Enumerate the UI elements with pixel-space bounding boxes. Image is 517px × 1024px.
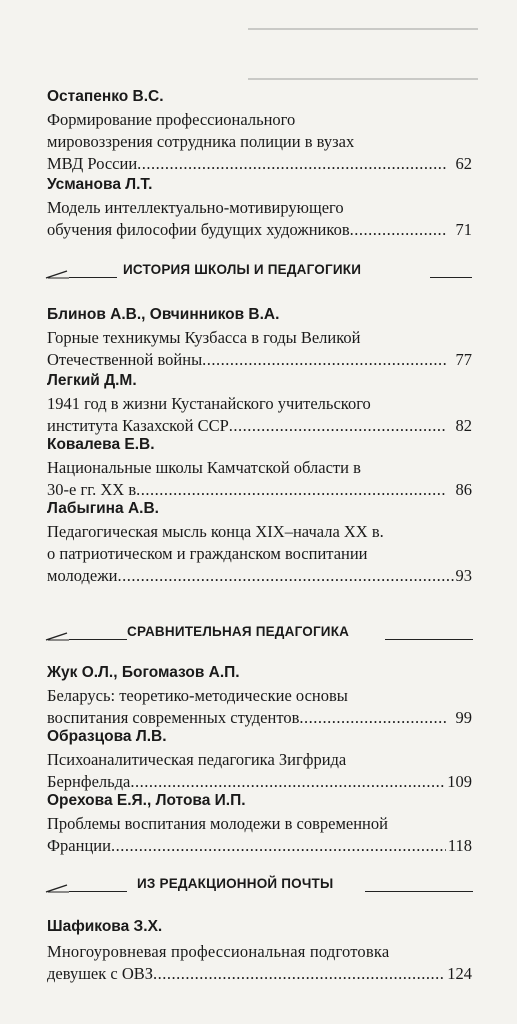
section-rule xyxy=(365,891,473,892)
section-rule xyxy=(69,639,127,640)
entry-author: Ковалева Е.В. xyxy=(47,436,155,453)
section-rule xyxy=(430,277,472,278)
entry-page-number: 86 xyxy=(455,480,472,499)
leader-dots xyxy=(117,566,453,586)
entry-title-line: 1941 год в жизни Кустанайского учительского xyxy=(47,394,371,413)
entry-title-line: Педагогическая мысль конца XIX–начала XX в. xyxy=(47,522,384,541)
entry-title-end: обучения философии будущих художников xyxy=(47,220,350,239)
entry-page-number: 124 xyxy=(447,964,472,983)
leader-dots xyxy=(136,480,445,500)
entry-title-end: МВД России xyxy=(47,154,138,173)
entry-title-line: Горные техникумы Кузбасса в годы Великой xyxy=(47,328,361,347)
entry-title-line: мировоззрения сотрудника полиции в вузах xyxy=(47,132,355,151)
entry-author: Жук О.Л., Богомазов А.П. xyxy=(47,664,240,681)
entry-title-end: Бернфельда xyxy=(47,772,131,791)
leader-dots xyxy=(153,964,445,984)
entry-last-line xyxy=(47,480,472,500)
entry-page-number: 77 xyxy=(455,350,472,369)
leader-dots xyxy=(350,220,446,240)
entry-last-line xyxy=(47,566,472,586)
entry-author: Лабыгина А.В. xyxy=(47,500,159,517)
entry-title-line: Проблемы воспитания молодежи в современной xyxy=(47,814,388,833)
entry-title-end: 30-е гг. XX в xyxy=(47,480,137,499)
entry-title-line: Беларусь: теоретико-методические основы xyxy=(47,686,348,705)
entry-last-line xyxy=(47,836,472,856)
entry-page-number: 109 xyxy=(447,772,472,791)
entry-last-line xyxy=(47,350,472,370)
leader-dots xyxy=(111,836,446,856)
entry-author: Легкий Д.М. xyxy=(47,372,137,389)
entry-page-number: 62 xyxy=(455,154,472,173)
entry-title-line: о патриотическом и гражданском воспитании xyxy=(47,544,368,563)
entry-last-line xyxy=(47,708,472,728)
entry-last-line xyxy=(47,416,472,436)
entry-author: Образцова Л.В. xyxy=(47,728,167,745)
leader-dots xyxy=(299,708,445,728)
entry-title-end: института Казахской ССР xyxy=(47,416,229,435)
entry-last-line xyxy=(47,964,472,984)
entry-title-end: Франции xyxy=(47,836,111,855)
entry-last-line xyxy=(47,220,472,240)
entry-author: Шафикова З.Х. xyxy=(47,918,163,935)
entry-last-line xyxy=(47,772,472,792)
section-header xyxy=(45,262,475,282)
section-rule xyxy=(69,277,117,278)
pen-icon xyxy=(45,630,69,642)
section-header xyxy=(45,624,475,644)
section-header xyxy=(45,876,475,896)
leader-dots xyxy=(202,350,445,370)
pen-icon xyxy=(45,882,69,894)
entry-title-end: молодежи xyxy=(47,566,118,585)
entry-title-line: Формирование профессионального xyxy=(47,110,296,129)
leader-dots xyxy=(229,416,446,436)
section-title: ИСТОРИЯ ШКОЛЫ И ПЕДАГОГИКИ xyxy=(123,262,362,277)
entry-title-end: девушек с ОВЗ xyxy=(47,964,154,983)
section-title: СРАВНИТЕЛЬНАЯ ПЕДАГОГИКА xyxy=(127,624,350,639)
section-rule xyxy=(69,891,127,892)
entry-page-number: 93 xyxy=(455,566,472,585)
entry-author: Усманова Л.Т. xyxy=(47,176,153,193)
entry-title-line: Психоаналитическая педагогика Зигфрида xyxy=(47,750,347,769)
section-title: ИЗ РЕДАКЦИОННОЙ ПОЧТЫ xyxy=(137,876,334,891)
entry-title-line: Национальные школы Камчатской области в xyxy=(47,458,361,477)
leader-dots xyxy=(137,154,445,174)
entry-title-end: воспитания современных студентов xyxy=(47,708,300,727)
entry-title-line: Многоуровневая профессиональная подготовка xyxy=(47,942,390,961)
entry-author: Блинов А.В., Овчинников В.А. xyxy=(47,306,280,323)
pen-icon xyxy=(45,268,69,280)
entry-last-line xyxy=(47,154,472,174)
entry-author: Орехова Е.Я., Лотова И.П. xyxy=(47,792,246,809)
entry-title-line: Модель интеллектуально-мотивирующего xyxy=(47,198,344,217)
entry-page-number: 99 xyxy=(455,708,472,727)
entry-page-number: 82 xyxy=(455,416,472,435)
entry-page-number: 71 xyxy=(455,220,472,239)
leader-dots xyxy=(130,772,445,792)
section-rule xyxy=(385,639,473,640)
entry-page-number: 118 xyxy=(447,836,472,855)
entry-author: Остапенко В.С. xyxy=(47,88,164,105)
entry-title-end: Отечественной войны xyxy=(47,350,203,369)
